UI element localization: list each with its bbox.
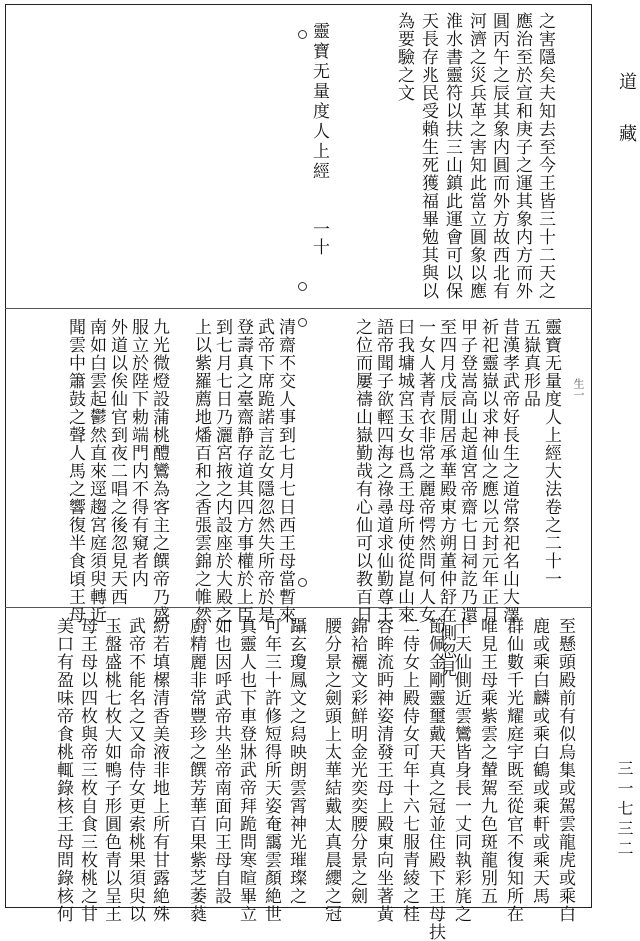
bottom-column-11: 躡玄瓊鳳文之舄映朗雲霄神光璀璨之 — [286, 617, 306, 905]
bottom-column-8: 容眸流眄神姿清發王母上殿東向坐著黃 — [373, 617, 393, 923]
middle-column-7: 曰我墉城宮玉女也爲王母所使從崑山來 — [394, 318, 414, 624]
section-divider-upper — [5, 308, 592, 309]
top-column-2: 應治至於宣和庚子之運其象内方而外 — [512, 12, 532, 300]
bottom-column-6: 節佩金剛靈璽戴天真之冠並住殿下王母扶 — [425, 617, 445, 941]
middle-column-10: 清齋不交人事到七月七日西王母當暫來 — [275, 318, 295, 624]
bottom-column-20: 美口有盈味帝食桃輒錄核王母問錄核何 — [53, 617, 73, 923]
bottom-column-15: 廚精麗非常豐珍之饌芳華百果紫芝萎蕤 — [186, 617, 206, 923]
top-column-7: 為要驗之文 — [394, 12, 414, 102]
bottom-column-3: 群仙數千光耀庭宇既至從官不復知所在 — [503, 617, 523, 923]
top-column-4: 河濟之災兵革之害知此當立圓象以應 — [466, 12, 486, 300]
binding-hole-4 — [298, 578, 307, 587]
bottom-column-19: 母王母以四枚與帝三枚自食三枚桃之甘 — [77, 617, 97, 923]
bottom-column-13: 真靈人也下車登牀武帝拜跪問寒暄畢立 — [236, 617, 256, 923]
middle-column-8: 語帝聞子欲輕四海之祿尋道求仙勤尊王 — [373, 318, 393, 624]
top-column-1: 之害隱矣夫知去至今王皆三十二天之 — [535, 12, 555, 300]
middle-title-mark: 生一 — [572, 378, 585, 400]
bottom-column-4: 唯見王母乘紫雲之輦駕九色斑龍別五 — [477, 617, 497, 905]
bottom-column-14: 如也因呼武帝共坐帝南面向王母自設 — [211, 617, 231, 905]
bottom-column-16: 紛若填樏清香美液非地上所有甘露絶殊 — [149, 617, 169, 923]
bottom-column-10: 腰分景之劍頭上太華結戴太真晨纓之冠 — [321, 617, 341, 923]
middle-column-15: 九光微燈設蒲桃醴鸞為客主之饌帝乃盛 — [149, 318, 169, 624]
middle-column-5: 至四月戊辰閒居承華殿東方朔董仲舒在側忽見 — [436, 318, 456, 678]
middle-column-19: 聞雲中簫鼓之聲人馬之響復半食頃王母 — [65, 318, 85, 624]
middle-column-9: 之位而屢禱山嶽勤哉有心仙可以教百日 — [352, 318, 372, 624]
middle-column-12: 登壽真之臺齋静存道其四方事權於上臣 — [233, 318, 253, 624]
bottom-column-1: 至懸頭殿前有似烏集或駕雲龍虎或乘白 — [555, 617, 575, 923]
middle-column-13: 到七月七日乃灑宮掖之内設座於大殿之 — [212, 318, 232, 624]
page-number: 三一七三二 — [615, 760, 634, 860]
bottom-column-2: 鹿或乘白麟或乘白鶴或乘軒或乘天馬 — [529, 617, 549, 905]
middle-column-17: 外道以俟仙官到夜二唱之後忽見天西 — [107, 318, 127, 606]
bottom-column-7: 二侍女上殿侍女可年十六七服青綾之桂 — [399, 617, 419, 923]
middle-column-14: 上以紫羅薦地燔百和之香張雲錦之帷然 — [191, 318, 211, 624]
binding-hole-2 — [298, 282, 307, 291]
bottom-column-17: 武帝不能名之又命侍女更索桃果須臾以 — [125, 617, 145, 923]
collection-title-top: 道 — [616, 72, 637, 100]
collection-title-bottom: 藏 — [616, 124, 637, 152]
top-column-5: 淮水書靈符以扶三山鎮此運會可以保 — [442, 12, 462, 300]
top-column-3: 圓丙午之辰其象内圓而外方故西北有 — [489, 12, 509, 300]
middle-column-16: 服立於陛下勅端門内不得有窺者内 — [128, 318, 148, 588]
bottom-column-5: 十天仙側近雲鸞皆身長一丈同執彩旄之 — [451, 617, 471, 923]
middle-fascicle-title: 靈寶无量度人上經大法卷之二十一 — [541, 318, 561, 588]
bottom-column-9: 錦袷襹文彩鮮明金光奕奕腰分景之劍 — [347, 617, 367, 905]
middle-column-1: 五嶽真形品 — [520, 318, 540, 408]
binding-hole-3 — [298, 318, 307, 327]
middle-column-2: 昔漢孝武帝好長生之道常祭祀名山大澤 — [499, 318, 519, 624]
middle-column-18: 南如白雲起鬱然直來逕趨宮庭須臾轉近 — [86, 318, 106, 624]
binding-hole-1 — [298, 30, 307, 39]
top-column-6: 天長存兆民受賴生死獲福畢勉其與以 — [418, 12, 438, 300]
bottom-column-18: 玉盤盛桃七枚大如鴨子形圓色青以呈王 — [101, 617, 121, 923]
middle-column-6: 一女人著青衣非常之麗帝愕然問何人女 — [415, 318, 435, 624]
bottom-column-12: 可年三十許修短得所天姿奄靄雲顏絶世 — [261, 617, 281, 923]
top-scripture-title: 靈寶无量度人上經 — [309, 22, 329, 182]
middle-column-11: 武帝下席跪諾言訖女隱忽然失所帝於是 — [254, 318, 274, 624]
middle-column-3: 祈祀靈嶽以求神仙之應以元封元年正月 — [478, 318, 498, 624]
middle-column-4: 甲子登嵩高山起道宮帝齋七日祠訖乃還 — [457, 318, 477, 624]
top-fascicle-mark: 一十 — [309, 220, 329, 256]
